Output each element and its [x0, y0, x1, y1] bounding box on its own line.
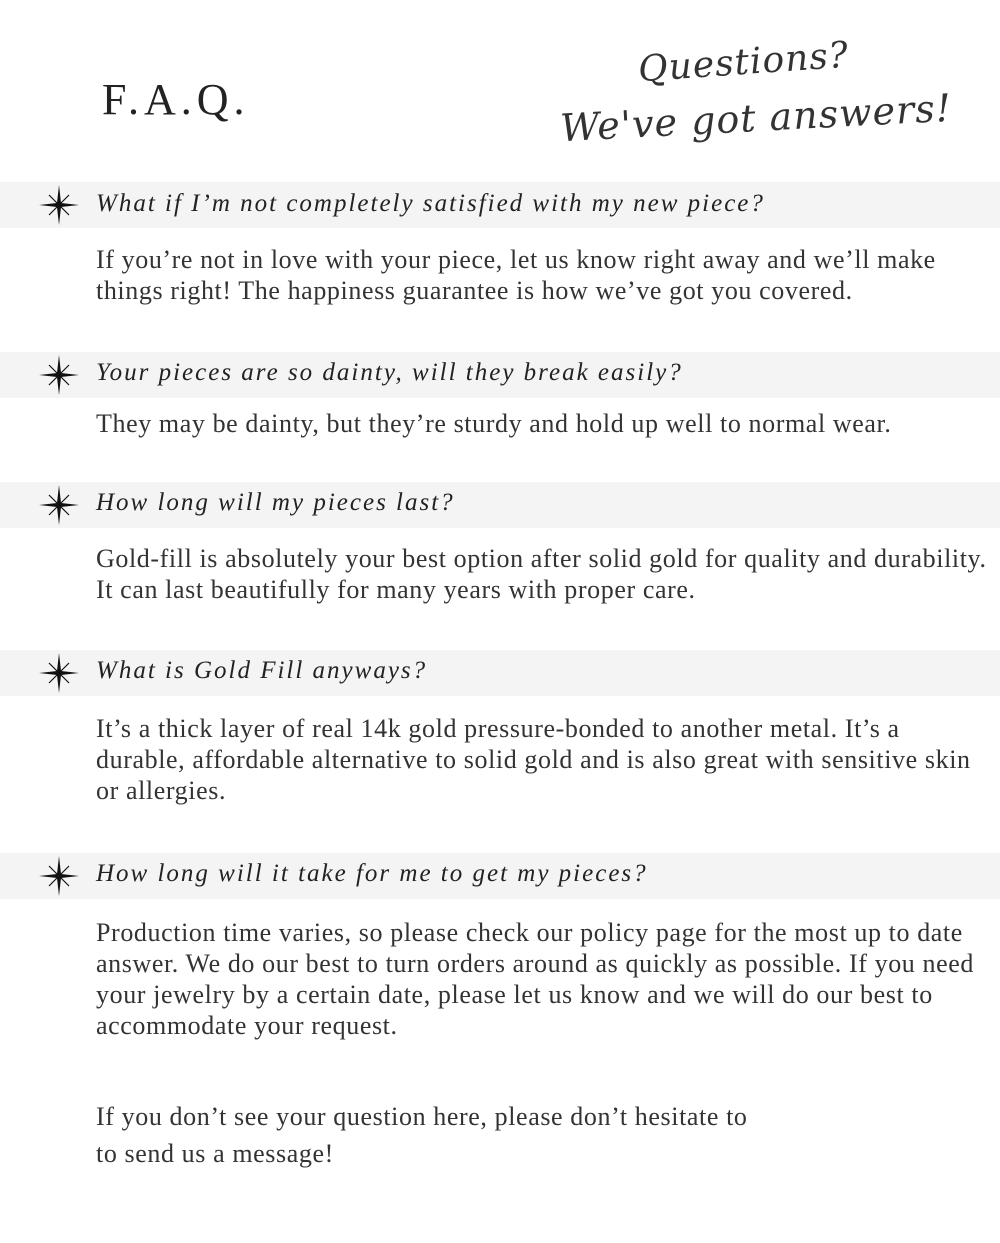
- faq-question: How long will my pieces last?: [96, 489, 455, 516]
- sparkle-star-icon: [36, 352, 82, 398]
- tagline: [560, 28, 960, 168]
- sparkle-star-icon: [36, 650, 82, 696]
- footer-line-1: If you don’t see your question here, please don’t hesitate to: [96, 1102, 748, 1131]
- tagline-line-2: We've got answers!: [559, 85, 953, 151]
- faq-question: How long will it take for me to get my pieces?: [96, 860, 648, 887]
- page-title: F.A.Q.: [102, 75, 250, 124]
- faq-question: What if I’m not completely satisfied with my new piece?: [96, 190, 765, 217]
- sparkle-star-icon: [36, 482, 82, 528]
- faq-question: What is Gold Fill anyways?: [96, 657, 428, 684]
- tagline-line-1: Questions?: [636, 34, 851, 91]
- faq-question: Your pieces are so dainty, will they break easily?: [96, 359, 683, 386]
- faq-answer: Production time varies, so please check our policy page for the most up to date answer. We do our best to turn orders around as quickly as possible. If you need your jewelry by a certain date, please let us know and we will do our best to accommodate your request.: [96, 918, 974, 1040]
- footer-line-2: to send us a message!: [96, 1139, 334, 1168]
- faq-answer: They may be dainty, but they’re sturdy and hold up well to normal wear.: [96, 409, 892, 438]
- sparkle-star-icon: [36, 182, 82, 228]
- footer-note: [96, 1098, 916, 1172]
- sparkle-star-icon: [36, 853, 82, 899]
- faq-answer: It’s a thick layer of real 14k gold pressure-bonded to another metal. It’s a durable, affordable alternative to solid gold and is also great with sensitive skin or allergies.: [96, 714, 971, 805]
- faq-answer: Gold-fill is absolutely your best option after solid gold for quality and durability. It can last beautifully for many years with proper care.: [96, 544, 987, 604]
- faq-answer: If you’re not in love with your piece, let us know right away and we’ll make things right! The happiness guarantee is how we’ve got you covered.: [96, 245, 936, 305]
